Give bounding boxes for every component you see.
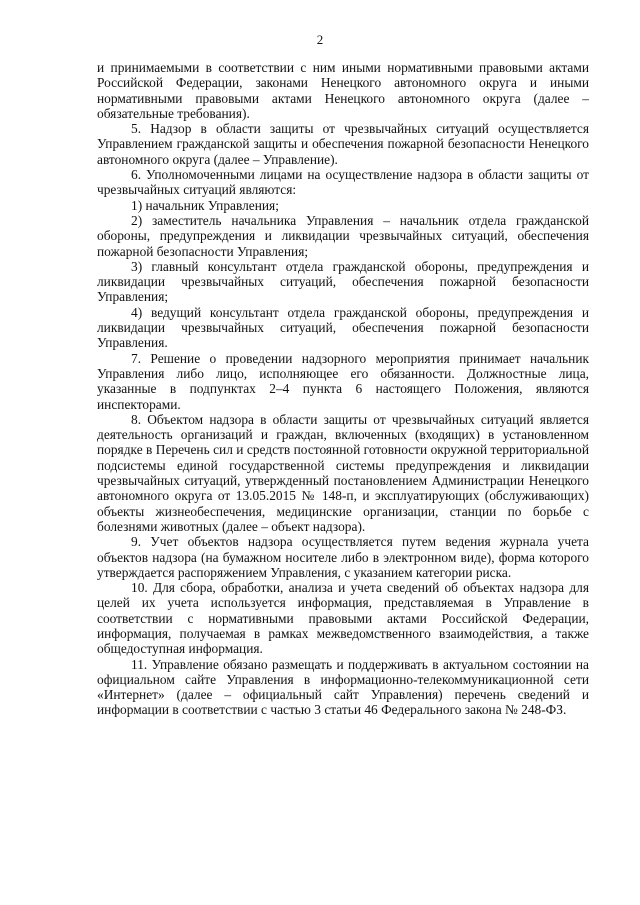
paragraph-8: 8. Объектом надзора в области защиты от чрезвычайных ситуаций является деятельность организаций и граждан, включенных (входящих) в установленном порядке в Перечень сил и средств постоянной готовности окружной территориальной подсистемы единой государственной системы предупреждения и ликвидации чрезвычайных ситуаций, утвержденный постановлением Администрации Ненецкого автономного округа от 13.05.2015 № 148-п, и эксплуатирующих (обслуживающих) объекты жизнеобеспечения, медицинские организации, станции по борьбе с болезнями животных (далее – объект надзора). [97, 411, 589, 534]
paragraph-10: 10. Для сбора, обработки, анализа и учета сведений об объектах надзора для целей их учета используется информация, представляемая в Управление в соответствии с нормативными правовыми актами Российской Федерации, информация, получаемая в рамках межведомственного взаимодействия, а также общедоступная информация. [97, 580, 589, 657]
page-number: 2 [316, 32, 324, 47]
paragraph-11: 11. Управление обязано размещать и поддерживать в актуальном состоянии на официальном сайте Управления в информационно-телекоммуникационной сети «Интернет» (далее – официальный сайт Управления) перечень сведений и информации в соответствии с частью 3 статьи 46 Федерального закона № 248-ФЗ. [97, 656, 589, 718]
document-body [97, 60, 589, 718]
paragraph-6-item-3: 3) главный консультант отдела гражданской обороны, предупреждения и ликвидации чрезвычайных ситуаций, обеспечения пожарной безопасности Управления; [97, 258, 589, 305]
paragraph-6-item-2: 2) заместитель начальника Управления – начальник отдела гражданской обороны, предупреждения и ликвидации чрезвычайных ситуаций, обеспечения пожарной безопасности Управления; [97, 212, 589, 259]
paragraph-6: 6. Уполномоченными лицами на осуществление надзора в области защиты от чрезвычайных ситуаций являются: [97, 167, 589, 198]
paragraph-6-item-4: 4) ведущий консультант отдела гражданской обороны, предупреждения и ликвидации чрезвычайных ситуаций, обеспечения пожарной безопасности Управления. [97, 304, 589, 351]
paragraph-7: 7. Решение о проведении надзорного мероприятия принимает начальник Управления либо лицо, исполняющее его обязанности. Должностные лица, указанные в подпунктах 2–4 пункта 6 настоящего Положения, являются инспекторами. [97, 350, 589, 412]
paragraph-6-item-1: 1) начальник Управления; [131, 197, 279, 213]
paragraph-5: 5. Надзор в области защиты от чрезвычайных ситуаций осуществляется Управлением гражданской защиты и обеспечения пожарной безопасности Ненецкого автономного округа (далее – Управление). [97, 121, 589, 167]
paragraph-continuation: и принимаемыми в соответствии с ним иными нормативными правовыми актами Российской Федерации, законами Ненецкого автономного округа и иными нормативными правовыми актами Ненецкого автономного округа (далее – обязательные требования). [97, 60, 589, 121]
paragraph-9: 9. Учет объектов надзора осуществляется путем ведения журнала учета объектов надзора (на бумажном носителе либо в электронном виде), форма которого утверждается распоряжением Управления, с указанием категории риска. [97, 534, 589, 580]
